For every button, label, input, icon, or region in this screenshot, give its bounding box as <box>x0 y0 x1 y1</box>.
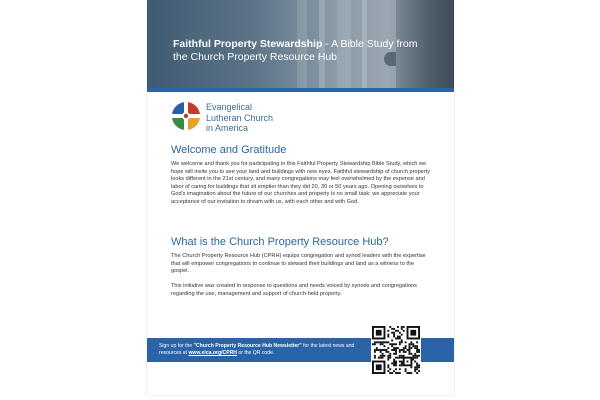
welcome-heading: Welcome and Gratitude <box>171 144 287 156</box>
elca-cross-icon <box>171 101 201 131</box>
hub-paragraph-2: This initiative was created in response to questions and needs voiced by synods and congregations regarding the use, management and support of church-held property. <box>171 283 417 297</box>
newsletter-link[interactable]: www.elca.org/CPRH <box>188 350 237 356</box>
hub-heading: What is the Church Property Resource Hub? <box>171 236 389 248</box>
header-divider <box>147 88 454 92</box>
welcome-paragraph: We welcome and thank you for participating in this Faithful Property Stewardship Bible Study, which we hope will invite you to see your land and buildings with new eyes. Faithful stewardship of church property looks different in the 21st century, and many congregations may feel overwhelmed by the expense and labor of caring for buildings that sit emptier than they did 20, 30 or 50 years ago. Opening ourselves to God's imagination about the future of our churches and property is no small task; we appreciate your acceptance of our invitation to dream with us, with each other and with God. <box>171 161 431 205</box>
newsletter-signup-text: Sign up for the "Church Property Resource Hub Newsletter" for the latest news and resources at www.elca.org/CPRH or the QR code. <box>159 343 355 356</box>
header-banner-image <box>147 0 454 88</box>
elca-logo <box>171 101 321 133</box>
document-title: Faithful Property Stewardship - A Bible Study from the Church Property Resource Hub <box>173 38 418 63</box>
organization-name: Evangelical Lutheran Church in America <box>206 102 274 133</box>
hub-paragraph-1: The Church Property Resource Hub (CPRH) equips congregation and synod leaders with the expertise that will empower congregations to continue to steward their buildings and land as a witness to the gospel. <box>171 253 426 275</box>
qr-code-icon[interactable] <box>371 325 421 375</box>
document-page <box>147 0 454 395</box>
